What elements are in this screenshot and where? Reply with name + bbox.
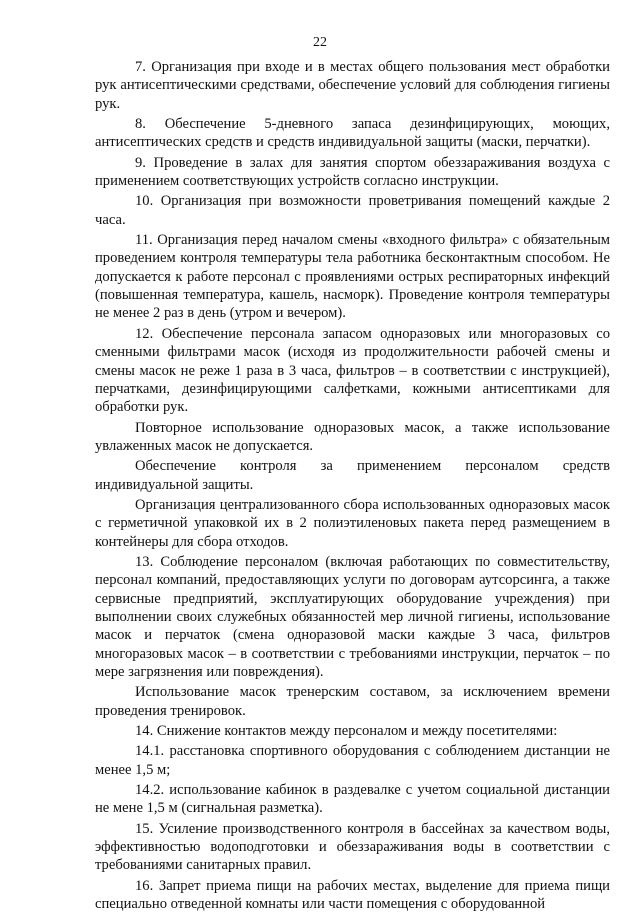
page-number: 22 — [313, 35, 327, 50]
paragraph: 12. Обеспечение персонала запасом одноразовых или многоразовых со сменными фильтрами масок (исходя из продолжительности рабочей смены и смены масок не реже 1 раза в 3 часа, фильтров – в соответствии с инструкцией), перчатками, дезинфицирующими салфетками, кожными антисептиками для обработки рук. — [95, 325, 610, 416]
paragraph: Использование масок тренерским составом, за исключением времени проведения тренировок. — [95, 684, 610, 719]
document-body — [95, 58, 610, 915]
paragraph: 14.1. расстановка спортивного оборудования с соблюдением дистанции не менее 1,5 м; — [95, 743, 610, 778]
paragraph: 16. Запрет приема пищи на рабочих местах, выделение для приема пищи специально отведенной комнаты или части помещения с оборудованной — [95, 877, 610, 913]
paragraph: Организация централизованного сбора использованных одноразовых масок с герметичной упаковкой их в 2 полиэтиленовых пакета перед размещением в контейнеры для сбора отходов. — [95, 496, 610, 550]
paragraph: 13. Соблюдение персоналом (включая работающих по совместительству, персонал компаний, предоставляющих услуги по договорам аутсорсинга, а также сервисные предприятий, эксплуатирующих оборудование учреждения) при выполнении своих служебных обязанностей мер личной гигиены, использование масок и перчаток (смена одноразовой маски каждые 3 часа, фильтров многоразовых масок – в соответствии с требованиями инструкции, перчаток – по мере загрязнения или повреждения). — [95, 553, 610, 680]
paragraph: 11. Организация перед началом смены «входного фильтра» с обязательным проведением контроля температуры тела работника бесконтактным способом. Не допускается к работе персонал с проявлениями острых респираторных инфекций (повышенная температура, кашель, насморк). Проведение контроля температуры не менее 2 раз в день (утром и вечером). — [95, 232, 610, 322]
paragraph: Обеспечение контроля за применением персоналом средств индивидуальной защиты. — [95, 458, 610, 493]
paragraph: 7. Организация при входе и в местах общего пользования мест обработки рук антисептическими средствами, обеспечение условий для соблюдения гигиены рук. — [95, 59, 610, 112]
paragraph: 14.2. использование кабинок в раздевалке с учетом социальной дистанции не мене 1,5 м (сигнальная разметка). — [95, 782, 610, 817]
paragraph: 10. Организация при возможности проветривания помещений каждые 2 часа. — [95, 193, 610, 228]
paragraph: 15. Усиление производственного контроля в бассейнах за качеством воды, эффективностью водоподготовки и обеззараживания воды в соответствии с требованиями санитарных правил. — [95, 820, 610, 874]
paragraph: Повторное использование одноразовых масок, а также использование увлаженных масок не допускается. — [95, 419, 610, 454]
paragraph: 14. Снижение контактов между персоналом и между посетителями: — [135, 723, 558, 740]
paragraph: 9. Проведение в залах для занятия спортом обеззараживания воздуха с применением соответствующих устройств согласно инструкции. — [95, 154, 610, 190]
paragraph: 8. Обеспечение 5-дневного запаса дезинфицирующих, моющих, антисептических средств и средств индивидуальной защиты (маски, перчатки). — [95, 116, 610, 151]
